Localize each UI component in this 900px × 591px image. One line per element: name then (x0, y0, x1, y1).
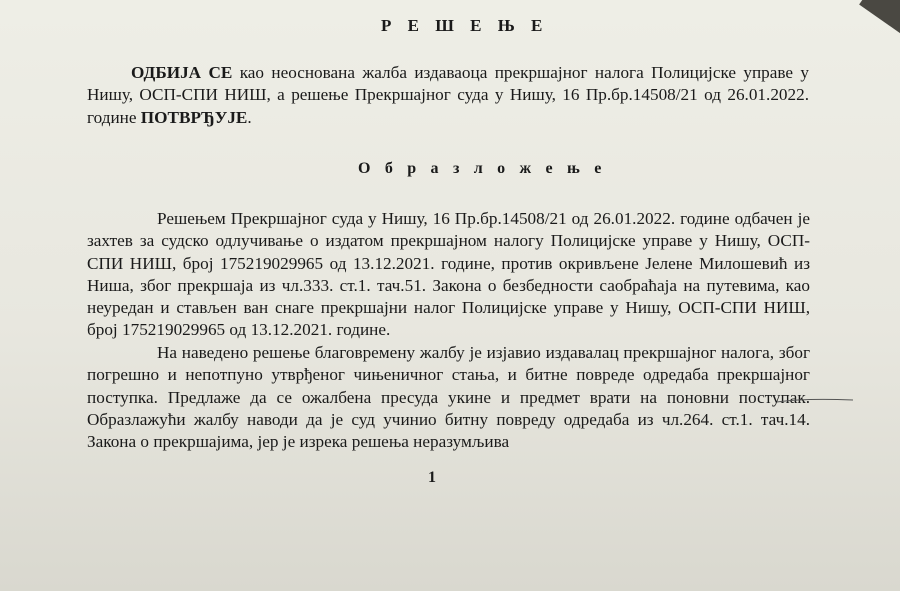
page-number: 1 (428, 469, 436, 486)
dispositive-lead: ОДБИЈА СЕ (131, 63, 233, 82)
dispositive-tail: . (247, 107, 252, 127)
dispositive-text: као неоснована жалба издаваоца прекршајног налога Полицијске управе у Нишу, ОСП-СПИ НИШ, а решење Прекршајног суда у Нишу, 16 Пр.бр.14508/21 од 26.01.2022. године (87, 63, 809, 127)
reasoning-paragraph-1 (87, 208, 810, 342)
reasoning-heading: О б р а з л о ж е њ е (358, 160, 607, 177)
paragraph-text: На наведено решење благовремену жалбу је изјавио издавалац прекршајног налога, због погрешно и непотпуно утврђеног чињеничног стања, и битне повреде одредаба прекршајног поступка. Предлаже да се ожалбена пресуда укине и предмет врати на поновни поступак. Образлажући жалбу наводи да је суд учинио битну повреду одредаба из чл.264. ст.1. тач.14. Закона о прекршајима, јер је изрека решења неразумљива (87, 343, 810, 452)
document-title: Р Е Ш Е Њ Е (381, 16, 549, 35)
dispositive-tail-bold: ПОТВРЂУЈЕ (140, 107, 248, 127)
pen-mark (775, 392, 855, 412)
dispositive-paragraph (87, 62, 809, 129)
paragraph-text: Решењем Прекршајног суда у Нишу, 16 Пр.бр.14508/21 од 26.01.2022. године одбачен је захтев за судско одлучивање о издатом прекршајном налогу Полицијске управе у Нишу, ОСП-СПИ НИШ, број 175219029965 од 13.12.2021. године, против окривљене Јелене Милошевић из Ниша, због прекршаја из чл.333. ст.1. тач.51. Закона о безбедности саобраћаја на путевима, као неуредан и стављен ван снаге прекршајни налог Полицијске управе у Нишу, ОСП-СПИ НИШ, број 175219029965 од 13.12.2021. године. (87, 209, 810, 340)
reasoning-paragraph-2 (87, 342, 810, 453)
